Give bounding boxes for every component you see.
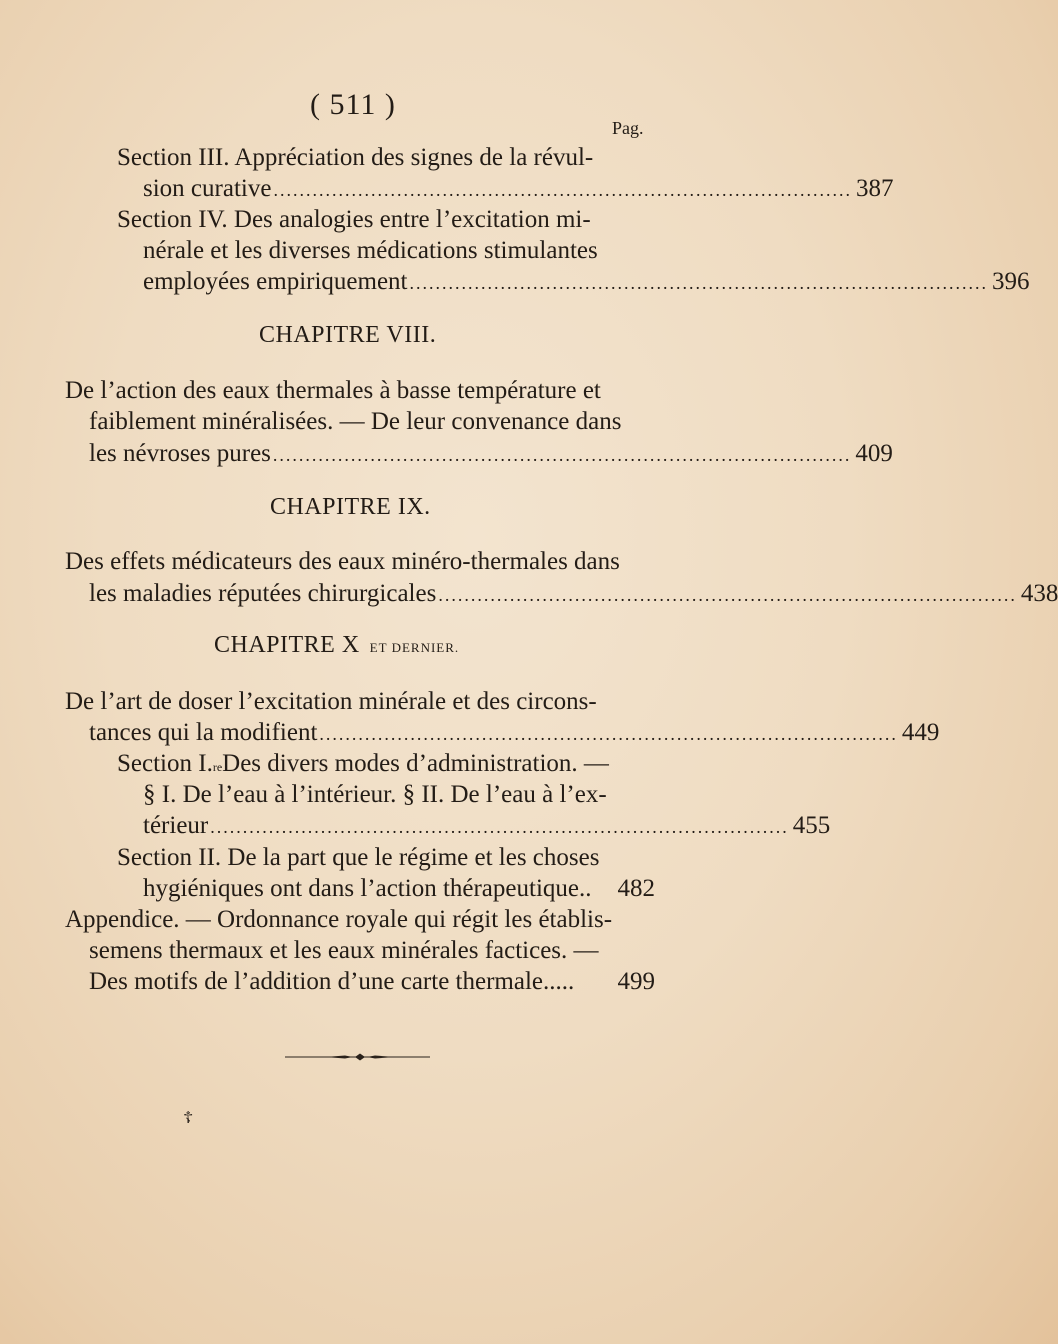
toc-page-number: 455 bbox=[792, 812, 831, 839]
page-number: ( 511 ) bbox=[310, 88, 396, 121]
toc-line-with-page bbox=[89, 578, 1058, 611]
toc-page-number: 499 bbox=[617, 968, 655, 995]
toc-line-with-page bbox=[89, 717, 940, 750]
pag-column-label: Pag. bbox=[612, 118, 644, 138]
toc-line: De l’action des eaux thermales à basse température et bbox=[65, 377, 601, 404]
toc-line: § I. De l’eau à l’intérieur. § II. De l’eau à l’ex- bbox=[143, 781, 607, 808]
dot-leaders: ......................................................................................... bbox=[409, 273, 989, 293]
toc-line: faiblement minéralisées. — De leur convenance dans bbox=[89, 408, 622, 435]
toc-line: Section II. De la part que le régime et les choses bbox=[117, 844, 600, 871]
dot-leaders: ......................................................................................... bbox=[319, 724, 898, 744]
toc-line: semens thermaux et les eaux minérales factices. — bbox=[89, 937, 599, 964]
chapter-heading bbox=[214, 632, 459, 659]
toc-line-with-page bbox=[143, 173, 894, 206]
toc-line-with-page bbox=[143, 810, 831, 843]
toc-line-with-page bbox=[89, 966, 655, 997]
toc-line-text: Des motifs de l’addition d’une carte thermale..... bbox=[89, 968, 575, 995]
toc-line-text: tances qui la modifient bbox=[89, 719, 318, 746]
toc-page-number: 449 bbox=[901, 719, 940, 746]
dot-leaders: ......................................................................................... bbox=[273, 180, 852, 200]
dot-leaders: ......................................................................................... bbox=[272, 445, 852, 465]
dot-leaders: ......................................................................................... bbox=[438, 585, 1017, 605]
toc-line-text: Des divers modes d’administration. — bbox=[222, 750, 609, 777]
toc-line-text: hygiéniques ont dans l’action thérapeutique.. bbox=[143, 875, 592, 902]
toc-line: Section III. Appréciation des signes de la révul- bbox=[117, 144, 594, 171]
chapter-subtitle: ET DERNIER. bbox=[369, 640, 460, 655]
toc-line-text: térieur bbox=[143, 812, 209, 839]
toc-line: Appendice. — Ordonnance royale qui régit les établis- bbox=[65, 906, 613, 933]
toc-line-with-page bbox=[89, 438, 893, 471]
toc-page-number: 482 bbox=[617, 875, 655, 902]
chapter-heading: CHAPITRE IX. bbox=[270, 494, 431, 520]
toc-line: Section IV. Des analogies entre l’excitation mi- bbox=[117, 206, 591, 233]
dot-leaders: ......................................................................................... bbox=[210, 817, 789, 837]
toc-line-text: Section I. bbox=[117, 750, 213, 777]
toc-line: nérale et les diverses médications stimulantes bbox=[143, 237, 598, 264]
printer-mark-icon: ☦ bbox=[183, 1110, 194, 1127]
toc-line: De l’art de doser l’excitation minérale et des circons- bbox=[65, 688, 597, 715]
ordinal-superscript: re bbox=[212, 760, 223, 774]
toc-page-number: 396 bbox=[992, 268, 1030, 295]
toc-line-text: les maladies réputées chirurgicales bbox=[89, 580, 437, 607]
toc-line: Des effets médicateurs des eaux minéro-thermales dans bbox=[65, 548, 620, 575]
toc-line-with-page bbox=[143, 266, 1030, 299]
toc-line-text: sion curative bbox=[143, 175, 272, 202]
toc-page-number: 387 bbox=[855, 175, 894, 202]
chapter-heading: CHAPITRE VIII. bbox=[259, 322, 437, 348]
toc-line-text: employées empiriquement bbox=[143, 268, 408, 295]
toc-line-with-page bbox=[143, 873, 655, 904]
toc-line bbox=[117, 748, 609, 783]
toc-page-number: 409 bbox=[855, 440, 893, 467]
ornamental-rule bbox=[285, 1052, 430, 1062]
toc-page-number: 438 bbox=[1020, 580, 1058, 607]
toc-line-text: les névroses pures bbox=[89, 440, 271, 467]
chapter-title: CHAPITRE X bbox=[214, 632, 360, 658]
